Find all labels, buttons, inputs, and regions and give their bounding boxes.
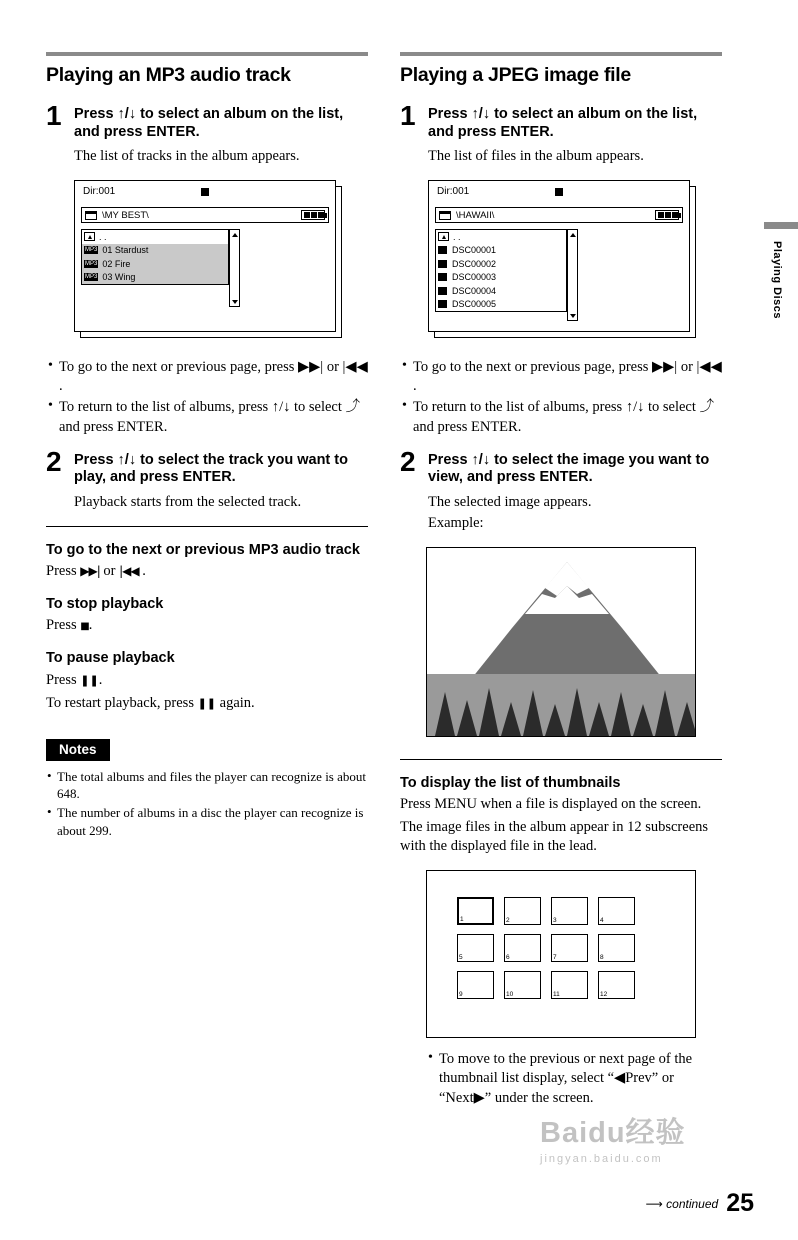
right-step-2-number: 2 xyxy=(400,445,416,477)
image-trees xyxy=(427,674,695,736)
right-step-2 xyxy=(400,445,722,533)
folder-icon-jpeg xyxy=(439,211,451,220)
right-step-2-desc1: The selected image appears. xyxy=(428,494,592,511)
side-tab-bar xyxy=(764,222,798,229)
left-sub2-suffix: . xyxy=(88,617,93,634)
jpeg-screen-dir: Dir:001 xyxy=(437,186,470,198)
watermark-main: Baidu经验 xyxy=(540,1117,686,1149)
left-step-1-title: Press ↑/↓ to select an album on the list, and press ENTER. xyxy=(74,106,344,140)
left-bullet-2: • To return to the list of albums, press ↑/↓ to select ⤴ and press ENTER. xyxy=(46,398,368,436)
left-bullet-1: • To go to the next or previous page, press ▶▶| or |◀◀ . xyxy=(46,358,368,396)
list-item[interactable] xyxy=(82,271,228,285)
stop-icon xyxy=(201,188,209,196)
left-step-1 xyxy=(46,100,368,166)
scroll-up-icon[interactable] xyxy=(230,230,239,239)
left-step-1-number: 1 xyxy=(46,100,62,131)
right-step-1-number: 1 xyxy=(400,100,416,131)
left-step-2-desc: Playback starts from the selected track. xyxy=(74,494,302,511)
mp3-screen-path: \MY BEST\ xyxy=(102,209,149,221)
list-item-label: DSC00002 xyxy=(452,258,497,269)
jpeg-parent-row[interactable] xyxy=(436,230,566,244)
notes-list xyxy=(46,768,368,839)
continued-label xyxy=(646,1197,719,1216)
thumbnail-cell[interactable] xyxy=(551,971,588,999)
thumbnail-cell[interactable] xyxy=(551,934,588,962)
left-sub3-line1-suffix: . xyxy=(98,671,103,688)
mp3-track-list[interactable] xyxy=(81,229,229,285)
left-sub1-suffix: . xyxy=(138,563,146,580)
stop-button-icon: ■ xyxy=(80,621,89,633)
prev-track-icon: |◀◀ xyxy=(119,564,139,579)
right-bullets xyxy=(400,358,722,437)
mp3-tag-icon: MP3 xyxy=(85,274,98,281)
thumbnail-label: 3 xyxy=(553,917,557,925)
mp3-screen-pathbar xyxy=(81,207,329,223)
image-file-icon xyxy=(438,260,447,268)
jpeg-file-list[interactable] xyxy=(435,229,567,312)
left-step-2 xyxy=(46,445,368,512)
thumbnail-label: 12 xyxy=(600,991,608,999)
right-bullet-3: • To move to the previous or next page of the thumbnail list display, select “◀Prev” or “Next▶” under the screen. xyxy=(426,1050,722,1107)
battery-icon xyxy=(301,210,325,220)
thumbnail-label: 4 xyxy=(600,917,604,925)
list-item-label: DSC00005 xyxy=(452,299,497,310)
stop-icon-jpeg xyxy=(555,188,563,196)
thumbnail-cell[interactable] xyxy=(551,897,588,925)
image-file-icon xyxy=(438,300,447,308)
page-title-left: Playing an MP3 audio track xyxy=(46,64,291,86)
left-sub1-prefix: Press xyxy=(46,563,81,580)
thumbnail-cell[interactable] xyxy=(457,897,494,925)
left-sub1-body xyxy=(46,562,368,581)
jpeg-parent-label: . . xyxy=(453,231,461,242)
mp3-tag-icon: MP3 xyxy=(85,247,98,254)
mp3-parent-label: . . xyxy=(99,231,107,242)
scrollbar-jpeg[interactable] xyxy=(567,229,578,321)
parent-folder-icon-jpeg xyxy=(438,232,449,241)
scrollbar[interactable] xyxy=(229,229,240,307)
list-item-label: 01 Stardust xyxy=(102,245,149,256)
thumbnail-cell[interactable] xyxy=(504,934,541,962)
list-item[interactable] xyxy=(82,257,228,271)
mp3-parent-row[interactable] xyxy=(82,230,228,244)
page-title-right: Playing a JPEG image file xyxy=(400,64,631,86)
thumbnail-label: 11 xyxy=(553,991,560,999)
right-bullet-2: • To return to the list of albums, press ↑/↓ to select ⤴ and press ENTER. xyxy=(400,398,722,436)
thumbnail-label: 9 xyxy=(459,991,463,999)
watermark-sub: jingyan.baidu.com xyxy=(540,1153,663,1165)
thumbnail-cell[interactable] xyxy=(504,971,541,999)
thumbnail-label: 2 xyxy=(506,917,510,925)
list-item[interactable] xyxy=(436,244,566,258)
next-track-icon: ▶▶| xyxy=(80,564,100,579)
thumbnail-cell[interactable] xyxy=(504,897,541,925)
jpeg-screen-illustration xyxy=(428,180,722,348)
image-mountain xyxy=(426,558,696,678)
left-step-2-title: Press ↑/↓ to select the track you want to play, and press ENTER. xyxy=(74,451,348,486)
thumbnail-grid xyxy=(426,870,696,1038)
left-sub3-heading: To pause playback xyxy=(46,650,175,667)
list-item-label: 02 Fire xyxy=(102,258,131,269)
watermark xyxy=(540,1110,686,1165)
list-item-label: DSC00001 xyxy=(452,245,497,256)
thumbnail-label: 6 xyxy=(506,954,510,962)
thumbnail-cell[interactable] xyxy=(457,971,494,999)
image-file-icon xyxy=(438,287,447,295)
left-column xyxy=(46,52,368,841)
list-item-label: DSC00004 xyxy=(452,285,497,296)
left-sub1-heading: To go to the next or previous MP3 audio track xyxy=(46,541,360,558)
right-sub1-line2: The image files in the album appear in 12 subscreens with the displayed file in the lead. xyxy=(400,819,709,855)
right-step-1-desc: The list of files in the album appears. xyxy=(428,148,644,165)
side-tab-label: Playing Discs xyxy=(771,241,783,320)
image-file-icon xyxy=(438,246,447,254)
list-item-label: 03 Wing xyxy=(102,272,136,283)
example-image xyxy=(426,547,696,737)
scroll-down-icon[interactable] xyxy=(230,297,239,306)
pause-button-icon: ❚❚ xyxy=(80,673,99,687)
section-rule-right xyxy=(400,52,722,56)
right-step-1-title: Press ↑/↓ to select an album on the list, and press ENTER. xyxy=(428,106,698,140)
battery-icon-jpeg xyxy=(655,210,679,220)
note-item: • The number of albums in a disc the player can recognize is about 299. xyxy=(46,804,368,839)
right-bullet-1: • To go to the next or previous page, press ▶▶| or |◀◀ . xyxy=(400,358,722,396)
scroll-up-icon-jpeg[interactable] xyxy=(568,230,577,239)
thumbnail-row xyxy=(457,971,695,999)
right-column xyxy=(400,52,722,1110)
list-item[interactable] xyxy=(436,271,566,285)
thumbnail-row xyxy=(457,934,695,962)
thumbnail-cell[interactable] xyxy=(598,897,635,925)
mp3-screen-illustration xyxy=(74,180,368,348)
list-item[interactable] xyxy=(436,257,566,271)
list-item[interactable] xyxy=(82,244,228,258)
right-step-2-desc2: Example: xyxy=(428,514,484,531)
section-rule-left xyxy=(46,52,368,56)
left-sub2-prefix: Press xyxy=(46,617,77,634)
right-step-1 xyxy=(400,100,722,166)
thumbnail-label: 8 xyxy=(600,954,604,962)
left-sub3-line1 xyxy=(46,671,368,690)
parent-folder-icon xyxy=(84,232,95,241)
page-footer xyxy=(646,1191,754,1216)
jpeg-screen-path: \HAWAII\ xyxy=(456,209,495,221)
list-item[interactable] xyxy=(436,298,566,312)
thumbnail-cell[interactable] xyxy=(457,934,494,962)
page-number: 25 xyxy=(726,1189,754,1217)
thumbnail-label: 10 xyxy=(506,991,514,999)
thumbnail-label: 7 xyxy=(553,954,557,962)
thumbnail-label: 1 xyxy=(460,916,464,924)
list-item[interactable] xyxy=(436,284,566,298)
right-step-2-title: Press ↑/↓ to select the image you want to view, and press ENTER. xyxy=(428,451,710,486)
continued-text: continued xyxy=(666,1197,719,1211)
left-sub2-heading: To stop playback xyxy=(46,596,164,613)
divider-right xyxy=(400,759,722,760)
left-sub1-mid: or xyxy=(99,563,120,580)
mp3-tag-icon: MP3 xyxy=(85,260,98,267)
jpeg-screen xyxy=(428,180,690,332)
left-sub3-line2-suffix: again. xyxy=(219,694,255,711)
mp3-screen xyxy=(74,180,336,332)
left-step-1-desc: The list of tracks in the album appears. xyxy=(74,148,300,165)
arrow-right-icon: ⟶ xyxy=(645,1197,663,1211)
left-bullets xyxy=(46,358,368,437)
left-sub3-line1-prefix: Press xyxy=(46,671,77,688)
side-tab xyxy=(764,222,798,319)
right-bullets-2 xyxy=(426,1050,722,1107)
image-file-icon xyxy=(438,273,447,281)
left-sub2-body xyxy=(46,616,368,635)
right-sub1-heading: To display the list of thumbnails xyxy=(400,774,621,791)
thumbnail-label: 5 xyxy=(459,954,463,962)
pause-button-icon-2: ❚❚ xyxy=(197,696,217,710)
thumbnail-cell[interactable] xyxy=(598,934,635,962)
notes-heading: Notes xyxy=(46,739,110,761)
right-sub1-line1: Press MENU when a file is displayed on the screen. xyxy=(400,795,702,812)
notes-block xyxy=(46,739,368,839)
note-item: • The total albums and files the player can recognize is about 648. xyxy=(46,768,368,803)
scroll-down-icon-jpeg[interactable] xyxy=(568,311,577,320)
thumbnail-cell[interactable] xyxy=(598,971,635,999)
left-sub3-line2-prefix: To restart playback, press xyxy=(46,694,194,711)
divider-left xyxy=(46,526,368,527)
thumbnail-row xyxy=(457,897,695,925)
jpeg-screen-pathbar xyxy=(435,207,683,223)
left-step-2-number: 2 xyxy=(46,445,62,477)
mp3-screen-dir: Dir:001 xyxy=(83,186,116,198)
list-item-label: DSC00003 xyxy=(452,272,497,283)
left-sub3-line2 xyxy=(46,694,368,713)
folder-icon xyxy=(85,211,97,220)
